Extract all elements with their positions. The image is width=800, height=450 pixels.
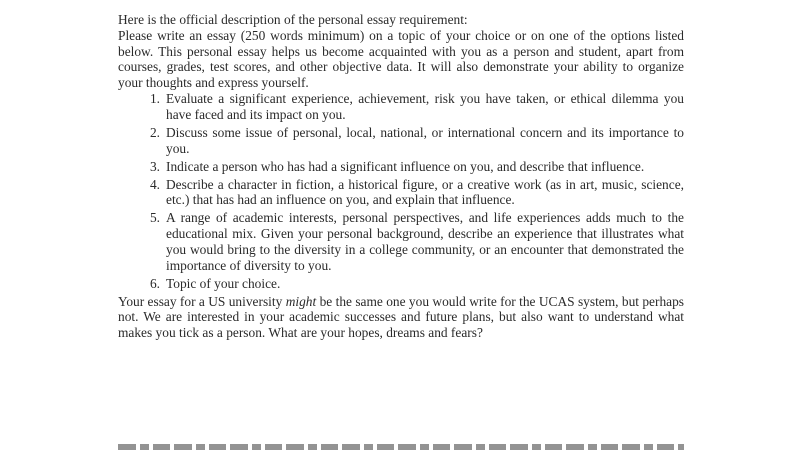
list-item	[118, 210, 684, 273]
list-item	[118, 177, 684, 209]
cut-off-text-line	[118, 438, 684, 450]
list-item	[118, 125, 684, 157]
closing-emphasis: might	[285, 293, 317, 309]
list-item-text: Discuss some issue of personal, local, national, or international concern and its importance to you.	[166, 124, 684, 156]
list-number: 3.	[149, 158, 160, 174]
partial-text-fragment	[118, 444, 684, 450]
essay-requirement-text	[118, 12, 684, 341]
list-item-text: Evaluate a significant experience, achievement, risk you have taken, or ethical dilemma you have faced and its impact on you.	[166, 90, 684, 122]
list-item-text: Describe a character in fiction, a historical figure, or a creative work (as in art, music, science, etc.) that has had an influence on you, and explain that influence.	[166, 176, 684, 208]
list-item	[118, 91, 684, 123]
list-number: 5.	[149, 210, 160, 226]
list-item	[118, 159, 684, 175]
list-item-text: A range of academic interests, personal perspectives, and life experiences adds much to the educational mix. Given your personal background, describe an experience that illustrates what you would bring to the diversity in a college community, or an encounter that demonstrated the importance of diversity to you.	[166, 210, 684, 273]
closing-paragraph	[118, 294, 684, 341]
list-item-text: Topic of your choice.	[166, 275, 281, 291]
intro-paragraph: Please write an essay (250 words minimum) on a topic of your choice or on one of the options listed below. This personal essay helps us become acquainted with you as a person and student, apart from courses, grades, test scores, and other objective data. It will also demonstrate your ability to organize your thoughts and express yourself.	[118, 27, 684, 91]
options-list	[118, 91, 684, 292]
list-number: 4.	[149, 176, 160, 192]
closing-text-start: Your essay for a US university	[118, 293, 286, 309]
heading-line: Here is the official description of the personal essay requirement:	[118, 12, 468, 27]
list-item-text: Indicate a person who has had a significant influence on you, and describe that influence.	[166, 158, 645, 174]
list-item	[118, 276, 684, 292]
list-number: 1.	[149, 90, 160, 106]
closing-text-end: be the same one you would write for the UCAS system, but perhaps not. We are interested in your academic successes and future plans, but also want to understand what makes you tick as a person. What are your hopes, dreams and fears?	[118, 293, 685, 341]
list-number: 2.	[149, 124, 160, 140]
list-number: 6.	[149, 275, 160, 291]
